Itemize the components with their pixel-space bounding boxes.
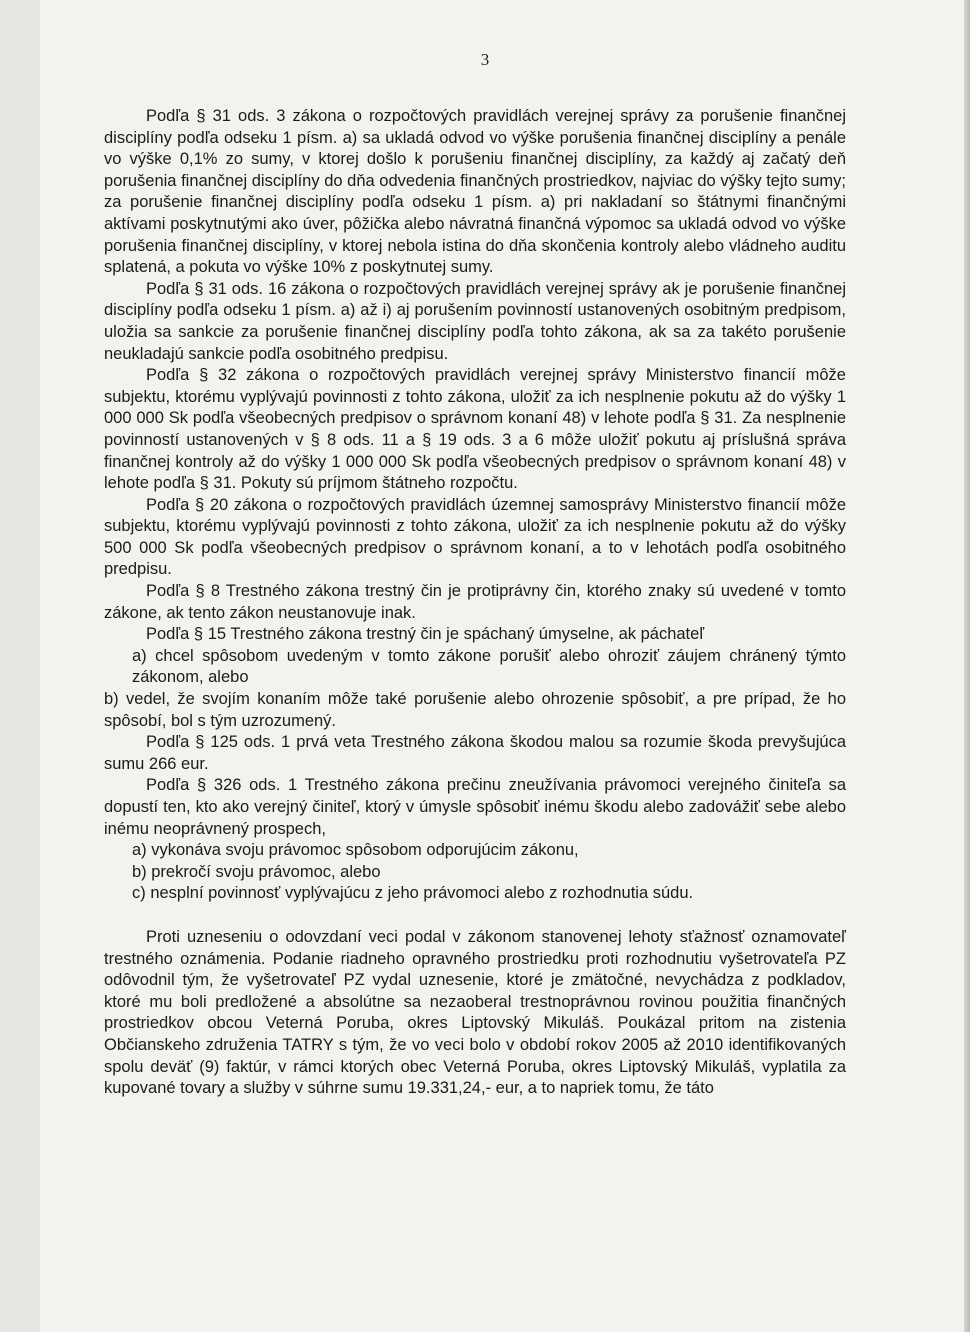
paragraph-326: Podľa § 326 ods. 1 Trestného zákona prečinu zneužívania právomoci verejného činiteľa sa dopustí ten, kto ako verejný činiteľ, ktorý v úmysle spôsobiť inému škodu alebo zadovážiť sebe alebo inému neoprávnený prospech, bbox=[104, 776, 846, 838]
paragraph-20: Podľa § 20 zákona o rozpočtových pravidlách územnej samosprávy Ministerstvo financií môže subjektu, ktorému vyplývajú povinnosti z tohto zákona, uložiť za ich nesplnenie pokutu až do výšky 500 000 Sk podľa všeobecných predpisov o správnom konaní, a to v lehotách podľa osobitného predpisu. bbox=[104, 495, 846, 579]
paragraph-15-trestny-zakon: Podľa § 15 Trestného zákona trestný čin je spáchaný úmyselne, ak páchateľ bbox=[146, 625, 705, 644]
page-edge-shadow bbox=[964, 0, 970, 1332]
list-item-326-a: a) vykonáva svoju právomoc spôsobom odporujúcim zákonu, bbox=[132, 841, 579, 860]
paragraph-31-ods-16: Podľa § 31 ods. 16 zákona o rozpočtových pravidlách verejnej správy ak je porušenie finančnej disciplíny podľa odseku 1 písm. a) až i) aj porušením povinností ustanovených osobitným predpisom, uložia sa sankcie za porušenie finančnej disciplíny podľa tohto zákona, ak sa za takéto porušenie neukladajú sankcie podľa osobitného predpisu. bbox=[104, 279, 846, 363]
list-item-326-b: b) prekročí svoju právomoc, alebo bbox=[132, 862, 381, 881]
document-page bbox=[40, 0, 970, 1332]
paragraph-staznost: Proti uzneseniu o odovzdaní veci podal v zákonom stanovenej lehoty sťažnosť oznamovateľ trestného oznámenia. Podanie riadneho opravného prostriedku proti rozhodnutiu vyšetrovateľa PZ odôvodnil tým, že vyšetrovateľ PZ vydal uznesenie, ktoré je zmätočné, nevychádza z podkladov, ktoré mu boli predložené a absolútne sa nezaoberal trestnoprávnou rovinou použitia finančných prostriedkov obcou Veterná Poruba, okres Liptovský Mikuláš. Poukázal pritom na zistenia Občianskeho združenia TATRY s tým, že vo veci bolo v období rokov 2005 až 2010 identifikovaných spolu deväť (9) faktúr, v rámci ktorých obec Veterná Poruba, okres Liptovský Mikuláš, vyplatila za kupované tovary a služby v súhrne sumu 19.331,24,- eur, a to napriek tomu, že táto bbox=[104, 927, 846, 1098]
list-item-15-b: b) vedel, že svojím konaním môže také porušenie alebo ohrozenie spôsobiť, a pre prípad, že ho spôsobí, bol s tým uzrozumený. bbox=[104, 690, 846, 730]
paragraph-125: Podľa § 125 ods. 1 prvá veta Trestného zákona škodou malou sa rozumie škoda prevyšujúca sumu 266 eur. bbox=[104, 733, 846, 773]
document-body bbox=[104, 106, 846, 1100]
paragraph-31-ods-3: Podľa § 31 ods. 3 zákona o rozpočtových pravidlách verejnej správy za porušenie finančnej disciplíny podľa odseku 1 písm. a) sa ukladá odvod vo výške porušenia finančnej disciplíny a penále vo výške 0,1% zo sumy, v ktorej došlo k porušeniu finančnej disciplíny, za každý aj začatý deň porušenia finančnej disciplíny do dňa odvedenia finančných prostriedkov, najviac do výšky tejto sumy; za porušenie finančnej disciplíny podľa odseku 1 písm. a) pri nakladaní so štátnymi finančnými aktívami poskytnutými ako úver, pôžička alebo návratná finančná výpomoc sa ukladá odvod vo výške porušenia finančnej disciplíny, v ktorej nebola istina do dňa skončenia kontroly alebo vládneho auditu splatená, a pokuta vo výške 10% z poskytnutej sumy. bbox=[104, 107, 846, 277]
page-number: 3 bbox=[480, 50, 490, 69]
paragraph-32: Podľa § 32 zákona o rozpočtových pravidlách verejnej správy Ministerstvo financií môže subjektu, ktorému vyplývajú povinnosti z tohto zákona, uložiť za ich nesplnenie pokutu až do výšky 1 000 000 Sk podľa všeobecných predpisov o správnom konaní 48) v lehote podľa § 31. Za nesplnenie povinností ustanovených v § 8 ods. 11 a § 19 ods. 3 a 6 môže uložiť pokutu aj príslušná správa finančnej kontroly až do výšky 1 000 000 Sk podľa všeobecných predpisov o správnom konaní 48) v lehote podľa § 31. Pokuty sú príjmom štátneho rozpočtu. bbox=[104, 366, 846, 493]
list-item-326-c: c) nesplní povinnosť vyplývajúcu z jeho právomoci alebo z rozhodnutia súdu. bbox=[132, 884, 694, 903]
list-item-15-a: a) chcel spôsobom uvedeným v tomto zákone porušiť alebo ohroziť záujem chránený týmto zákonom, alebo bbox=[132, 646, 846, 687]
paragraph-8-trestny-zakon: Podľa § 8 Trestného zákona trestný čin je protiprávny čin, ktorého znaky sú uvedené v tomto zákone, ak tento zákon neustanovuje inak. bbox=[104, 582, 846, 622]
